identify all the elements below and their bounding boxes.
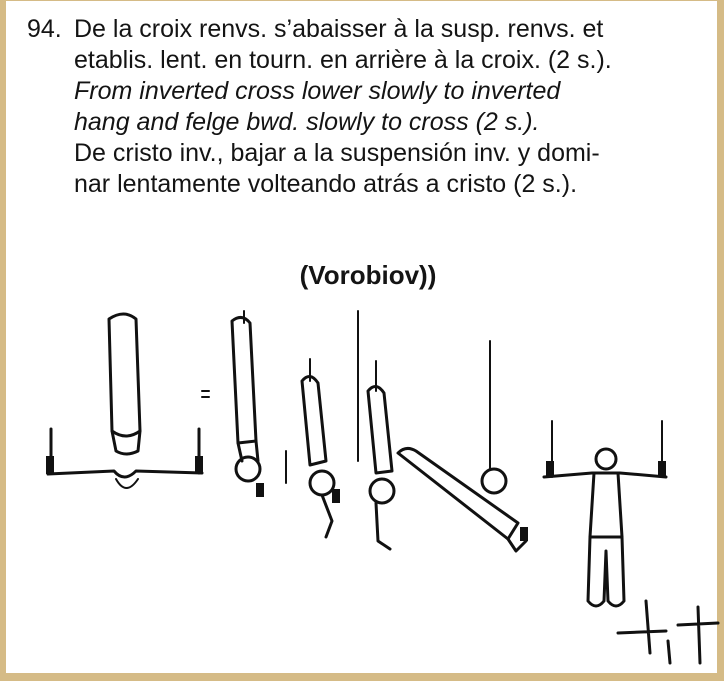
spanish-line-1: De cristo inv., bajar a la suspensión inv. y domi-	[74, 139, 600, 167]
figure-felge	[398, 341, 528, 551]
figure-inverted-cross	[46, 314, 203, 488]
handwritten-mark	[618, 601, 718, 663]
figure-cross	[544, 421, 666, 606]
gymnast-name: (Vorobiov))	[299, 260, 437, 290]
english-line-2: hang and felge bwd. slowly to cross (2 s.).	[74, 108, 540, 136]
english-line-1: From inverted cross lower slowly to inverted	[74, 77, 561, 105]
rings-sequence-illustration	[6, 301, 724, 673]
figure-hang	[358, 311, 394, 549]
figure-lowering	[286, 359, 340, 537]
element-description	[74, 14, 724, 200]
spanish-line-2: nar lentamente volteando atrás a cristo (2 s.).	[74, 170, 578, 198]
element-number: 94.	[27, 15, 62, 43]
figure-inverted-hang	[232, 311, 264, 497]
french-line-1: De la croix renvs. s’abaisser à la susp. renvs. et	[74, 15, 604, 43]
french-line-2: etablis. lent. en tourn. en arrière à la croix. (2 s.).	[74, 46, 612, 74]
